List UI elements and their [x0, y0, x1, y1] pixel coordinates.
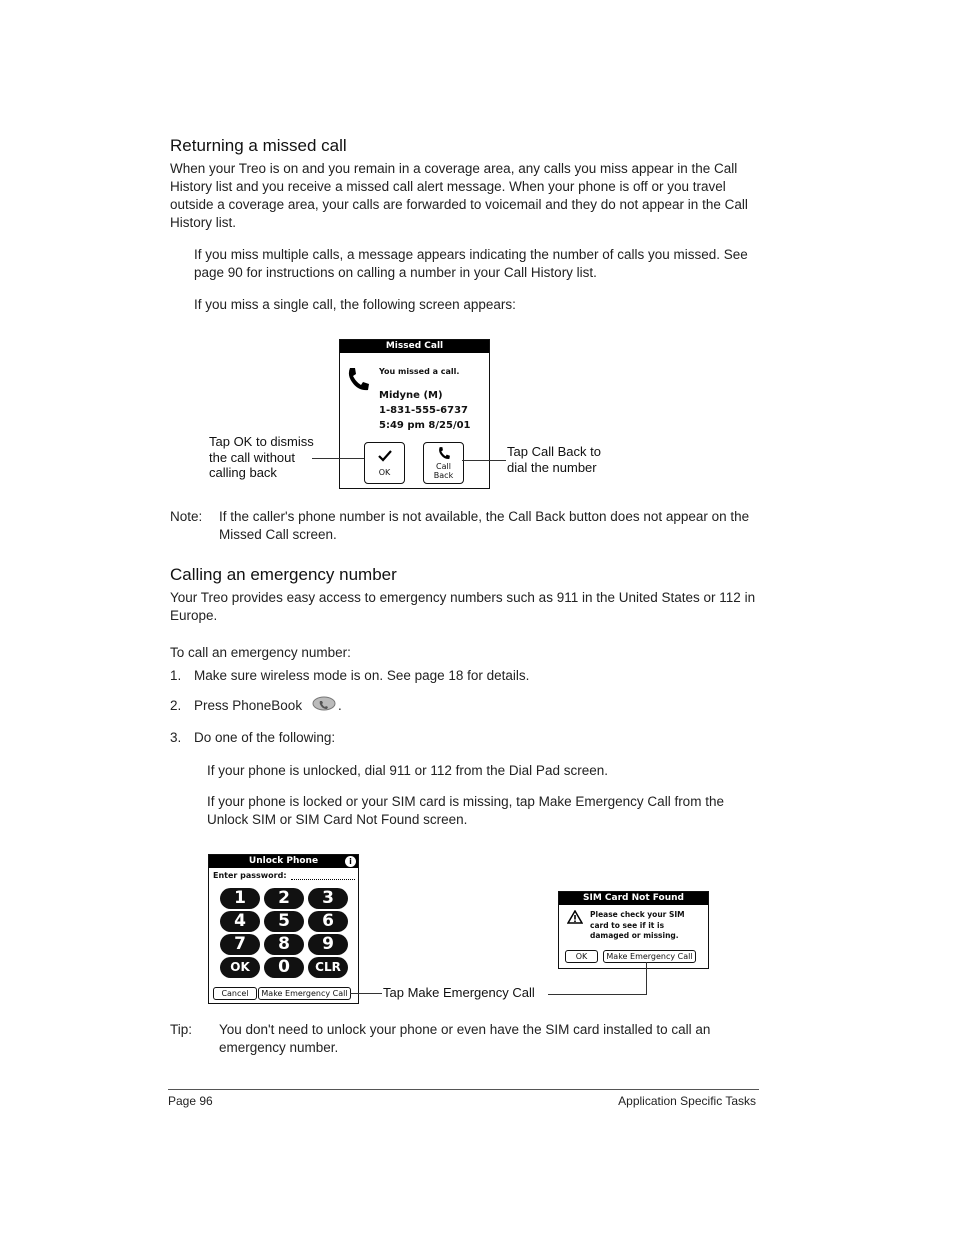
callout-call-back: Tap Call Back to dial the number: [507, 444, 601, 475]
footer-rule: [168, 1089, 759, 1090]
keypad-key[interactable]: OK: [220, 957, 260, 978]
call-back-button[interactable]: [423, 442, 464, 484]
missed-call-message: You missed a call.: [379, 367, 460, 376]
keypad-key[interactable]: 0: [264, 957, 304, 978]
warning-icon: [567, 910, 583, 924]
sim-not-found-message: Please check your SIM card to see if it is damaged or missing.: [590, 910, 685, 940]
call-back-label-line1: Call: [436, 462, 451, 471]
keypad-key[interactable]: 9: [308, 934, 348, 955]
multiple-calls-paragraph: If you miss multiple calls, a message appears indicating the number of calls you missed. See page 90 for instructions on calling a number in your Call History list.: [194, 247, 748, 280]
call-time: 5:49 pm 8/25/01: [379, 420, 471, 431]
step-2-number: 2.: [170, 698, 182, 713]
callout-call-back-leader: [462, 460, 506, 461]
procedure-heading: To call an emergency number:: [170, 645, 351, 660]
keypad-key[interactable]: 5: [264, 911, 304, 932]
tip-text: You don't need to unlock your phone or even have the SIM card installed to call an emergency number.: [219, 1022, 711, 1055]
keypad-key[interactable]: 8: [264, 934, 304, 955]
unlock-phone-title-text: Unlock Phone: [248, 856, 319, 866]
make-emergency-call-button[interactable]: Make Emergency Call: [258, 987, 351, 1000]
sim-not-found-screen: [558, 891, 709, 969]
unlock-phone-title: [209, 855, 358, 868]
sim-not-found-title: SIM Card Not Found: [559, 892, 708, 905]
phone-icon: [346, 366, 370, 392]
unlock-phone-screen: [208, 854, 359, 1004]
step-1-number: 1.: [170, 668, 182, 683]
caller-number: 1-831-555-6737: [379, 405, 468, 416]
step-1-text: Make sure wireless mode is on. See page 18 for details.: [194, 668, 530, 683]
note-text: If the caller's phone number is not available, the Call Back button does not appear on the Missed Call screen.: [219, 509, 750, 542]
callout-ok: Tap OK to dismiss the call without calling back: [209, 434, 314, 480]
password-label: Enter password:: [213, 871, 287, 880]
step-3-text: Do one of the following:: [194, 730, 336, 745]
emergency-callout: Tap Make Emergency Call: [383, 985, 535, 1000]
ok-button-label: OK: [378, 468, 391, 477]
keypad-key[interactable]: 6: [308, 911, 348, 932]
checkmark-icon: [377, 449, 393, 462]
password-field[interactable]: [291, 879, 355, 880]
footer-section-title: Application Specific Tasks: [618, 1094, 756, 1108]
keypad-key[interactable]: 2: [264, 888, 304, 909]
cancel-button[interactable]: Cancel: [213, 987, 257, 1000]
keypad-key[interactable]: 1: [220, 888, 260, 909]
emergency-callout-leader-left: [350, 993, 382, 994]
option-locked: If your phone is locked or your SIM card is missing, tap Make Emergency Call from the Unlock SIM or SIM Card Not Found screen.: [207, 794, 724, 827]
option-unlocked: If your phone is unlocked, dial 911 or 112 from the Dial Pad screen.: [207, 763, 608, 778]
sim-make-emergency-call-button[interactable]: Make Emergency Call: [603, 950, 696, 963]
caller-details: [379, 388, 471, 433]
keypad-key[interactable]: 7: [220, 934, 260, 955]
missed-call-screen: [339, 339, 490, 489]
missed-call-title: Missed Call: [340, 340, 489, 353]
emergency-intro: Your Treo provides easy access to emergency numbers such as 911 in the United States or 112 in Europe.: [170, 590, 756, 623]
single-call-paragraph: If you miss a single call, the following screen appears:: [194, 297, 516, 312]
step-2-text: Press PhoneBook: [194, 698, 303, 713]
missed-call-intro: When your Treo is on and you remain in a coverage area, any calls you miss appear in the Call History list and you receive a missed call alert message. When your phone is off or you travel outside a coverage area, your calls are forwarded to voicemail and they do not appear in the Call History list.: [170, 161, 748, 230]
step-2-suffix: .: [338, 698, 342, 713]
keypad-key[interactable]: 3: [308, 888, 348, 909]
sim-ok-button[interactable]: OK: [565, 950, 598, 963]
tip-label: Tip:: [170, 1022, 193, 1037]
callout-ok-leader: [312, 458, 364, 459]
ok-button[interactable]: [364, 442, 405, 484]
info-icon[interactable]: i: [345, 856, 356, 867]
section-heading-emergency: Calling an emergency number: [170, 565, 397, 584]
keypad-key[interactable]: CLR: [308, 957, 348, 978]
keypad-key[interactable]: 4: [220, 911, 260, 932]
note-label: Note:: [170, 509, 203, 524]
caller-name: Midyne (M): [379, 390, 443, 401]
call-back-label-line2: Back: [433, 471, 454, 480]
step-3-number: 3.: [170, 730, 182, 745]
phone-icon: [437, 446, 451, 460]
emergency-callout-leader-vertical: [646, 962, 647, 995]
footer-page-number: Page 96: [168, 1094, 213, 1108]
section-heading-missed-call: Returning a missed call: [170, 136, 347, 155]
emergency-callout-leader-right: [548, 994, 647, 995]
phonebook-button-icon: [312, 696, 336, 711]
